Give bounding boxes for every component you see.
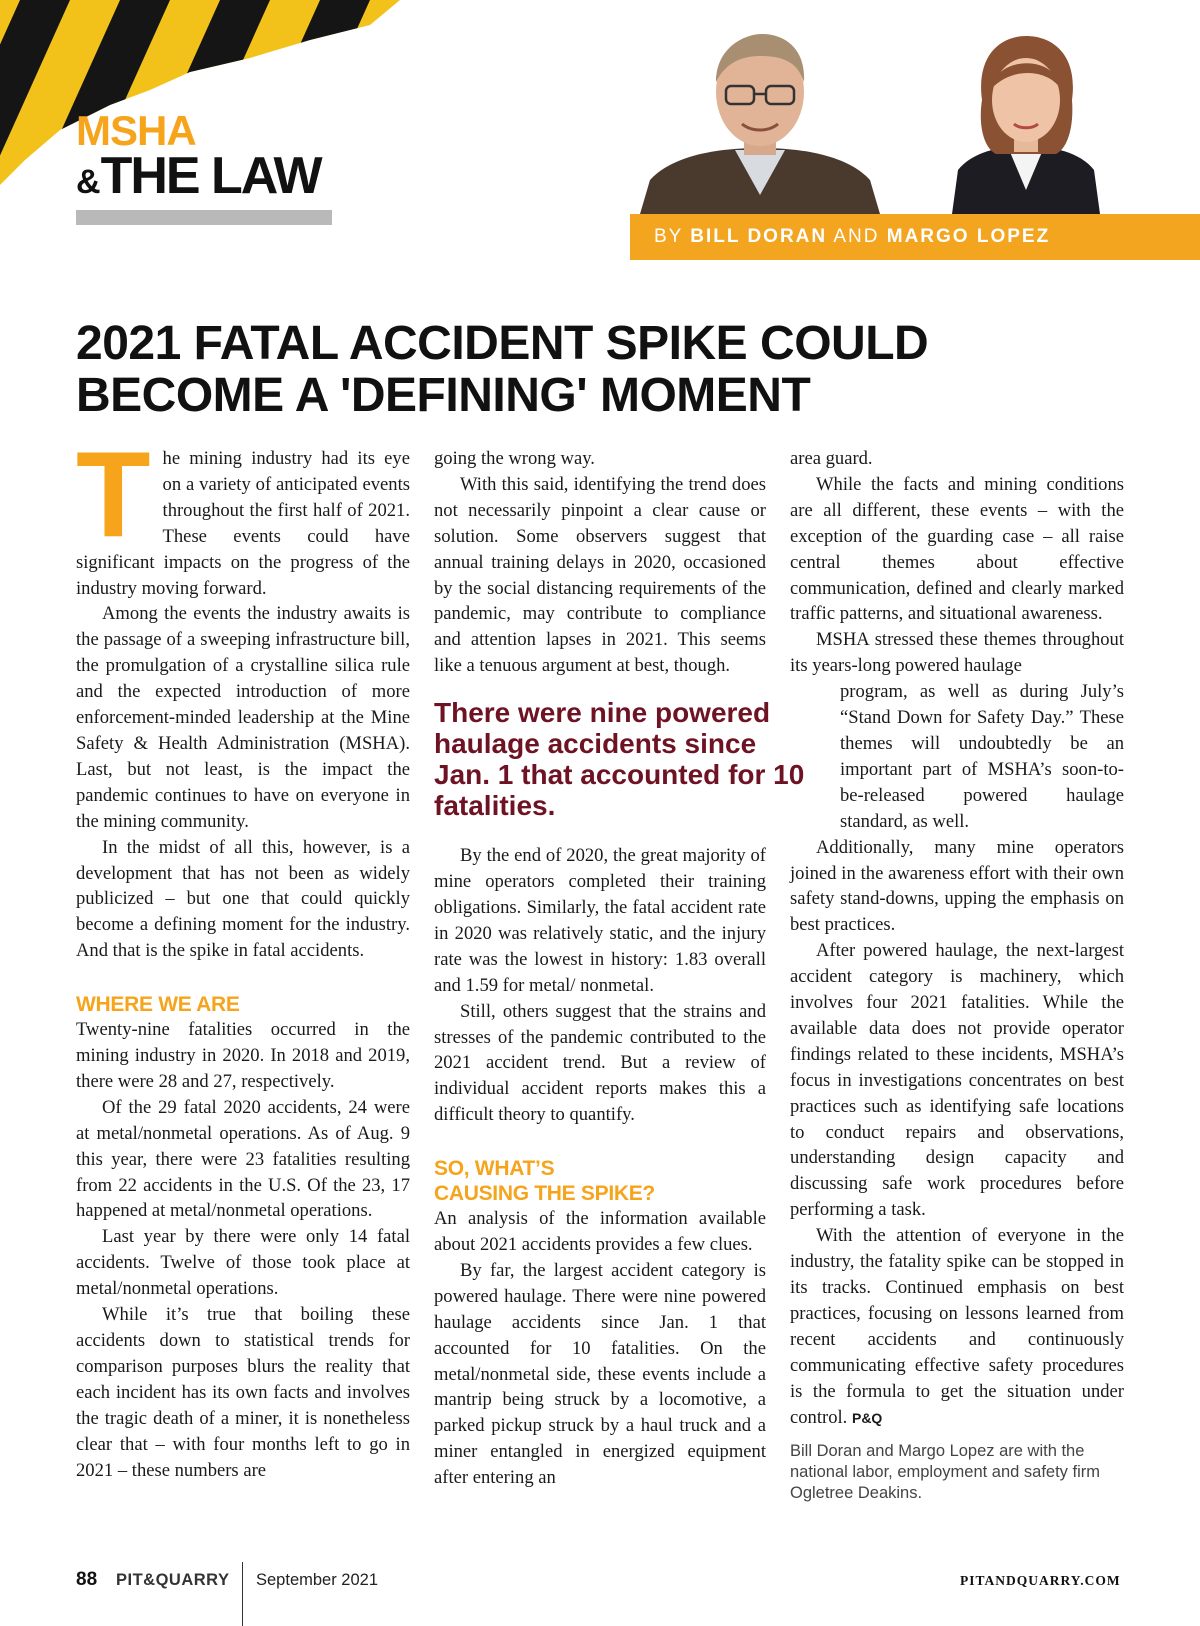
kicker-ampersand: & [76, 163, 101, 201]
author-name-2: MARGO LOPEZ [886, 226, 1051, 247]
paragraph-text: With the attention of everyone in the industry, the fatality spike can be stopped in its tracks. Continued emphasis on best practices, focusing on lessons learned from recent accidents and continuously communicating effective safety procedures is the formula to get the situation under control. [790, 1225, 1124, 1428]
paragraph: In the midst of all this, however, is a development that has not been as widely publicized – but one that could quickly become a defining moment for the industry. And that is the spike in fatal accidents. [76, 836, 410, 962]
drop-cap: T [76, 426, 151, 562]
article-column-1 [76, 426, 410, 1483]
paragraph: With this said, identifying the trend does not necessarily pinpoint a clear cause or solution. Some observers suggest that annual training delays in 2020, occasioned by the social distancing requirements of the pandemic, may contribute to compliance and attention lapses in 2021. This seems like a tenuous argument at best, though. [434, 473, 766, 677]
headline-line-1: 2021 FATAL ACCIDENT SPIKE COULD [76, 317, 929, 370]
author-photo-margo-lopez [952, 30, 1100, 214]
byline-by: BY [654, 226, 684, 247]
byline [654, 224, 1050, 250]
paragraph: MSHA stressed these themes throughout its years-long powered haulage [790, 629, 1124, 677]
kicker-the-law: THE LAW [100, 147, 321, 205]
author-photo-bill-doran [640, 30, 880, 214]
subhead-line-1: SO, WHAT’S [434, 1157, 555, 1181]
headline-line-2: BECOME A 'DEFINING' MOMENT [76, 369, 811, 422]
paragraph: An analysis of the information available about 2021 accidents provides a few clues. [434, 1208, 766, 1256]
author-name-1: BILL DORAN [690, 226, 828, 247]
indented-block [840, 679, 1124, 834]
paragraph: area guard. [790, 448, 873, 469]
kicker-underline-bar [76, 210, 332, 225]
article-column-3 [790, 446, 1124, 1504]
subhead-line-2: CAUSING THE SPIKE? [434, 1182, 655, 1206]
paragraph: Of the 29 fatal 2020 accidents, 24 were at metal/nonmetal operations. As of Aug. 9 this year, there were 23 fatalities resulting from 22 accidents in the U.S. Of the 23, 17 happened at metal/nonmetal operations. [76, 1096, 410, 1222]
paragraph: After powered haulage, the next-largest accident category is machinery, which involves four 2021 fatalities. While the available data does not provide operator findings related to these incidents, MSHA’s focus in investigations concentrates on best practices such as identifying safe locations to conduct repairs and observations, understanding design capacity and discussing safe work procedures before performing a task. [790, 940, 1124, 1221]
footer-divider [242, 1562, 243, 1626]
paragraph: By the end of 2020, the great majority of mine operators completed their training obligations. Similarly, the fatal accident rate in 2020 was relatively static, and the injury rate was the lowest in history: 1.83 overall and 1.59 for metal/ nonmetal. [434, 845, 766, 996]
paragraph: Twenty-nine fatalities occurred in the mining industry in 2020. In 2018 and 2019, there were 28 and 27, respectively. [76, 1019, 410, 1092]
article-headline [76, 318, 1136, 422]
paragraph [790, 1223, 1124, 1431]
article-column-2 [434, 446, 805, 1491]
paragraph-text: he mining industry had its eye on a variety of anticipated events throughout the first half of 2021. These events could have significant impacts on the progress of the industry moving forward. [76, 448, 410, 599]
paragraph: While it’s true that boiling these accidents down to statistical trends for comparison purposes blurs the reality that each incident has its own facts and involves the tragic death of a miner, it is nonetheless clear that – with four months left to go in 2021 – these numbers are [76, 1304, 410, 1481]
section-subhead: WHERE WE ARE [76, 993, 240, 1017]
byline-and: AND [833, 226, 880, 247]
paragraph: By far, the largest accident category is powered haulage. There were nine powered haulage accidents since Jan. 1 that accounted for 10 fatalities. On the metal/nonmetal side, these events include a mantrip being struck by a locomotive, a parked pickup struck by a haul truck and a miner entangled in energized equipment after entering an [434, 1259, 766, 1489]
section-subhead [434, 1156, 766, 1206]
website-url: PITANDQUARRY.COM [960, 1573, 1121, 1588]
end-mark: P&Q [851, 1409, 883, 1426]
pull-quote: There were nine powered haulage accidents since Jan. 1 that accounted for 10 fatalities. [434, 697, 805, 822]
paragraph: Last year by there were only 14 fatal accidents. Twelve of those took place at metal/nonmetal operations. [76, 1226, 410, 1300]
paragraph: Still, others suggest that the strains and stresses of the pandemic contributed to the 2021 accident trend. But a review of individual accident reports makes this a difficult theory to quantify. [434, 1000, 766, 1126]
paragraph: going the wrong way. [434, 448, 595, 469]
paragraph: While the facts and mining conditions are all different, these events – with the exception of the guarding case – all raise central themes about effective communication, defined and clearly marked traffic patterns, and situational awareness. [790, 473, 1124, 625]
paragraph [76, 426, 410, 601]
department-kicker-top: MSHA [76, 107, 196, 154]
issue-date: September 2021 [256, 1571, 379, 1589]
department-kicker-bottom [76, 147, 321, 205]
author-bio: Bill Doran and Margo Lopez are with the national labor, employment and safety firm Ogletree Deakins. [790, 1442, 1100, 1503]
page-number: 88 [76, 1569, 98, 1590]
paragraph: program, as well as during July’s “Stand Down for Safety Day.” These themes will undoubtedly be an important part of MSHA’s soon-to-be-released powered haulage standard, as well. [840, 681, 1124, 832]
paragraph: Additionally, many mine operators joined in the awareness effort with their own safety stand-downs, upping the emphasis on best practices. [790, 836, 1124, 936]
magazine-name: PIT&QUARRY [116, 1571, 230, 1589]
paragraph: Among the events the industry awaits is the passage of a sweeping infrastructure bill, the promulgation of a crystalline silica rule and the expected introduction of more enforcement-minded leadership at the Mine Safety & Health Administration (MSHA). Last, but not least, is the impact the pandemic continues to have on everyone in the mining community. [76, 603, 410, 832]
